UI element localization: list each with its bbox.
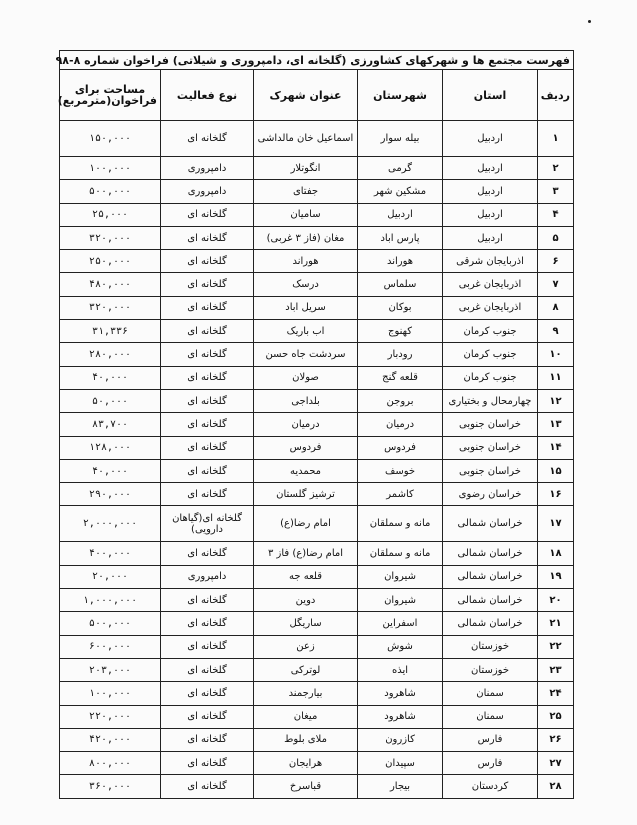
county-cell: اسفراین <box>358 612 443 635</box>
area-cell: ۲۵,۰۰۰ <box>60 203 161 226</box>
activity-cell: گلخانه ای <box>161 483 254 506</box>
table-row <box>60 612 574 635</box>
town-cell: زعن <box>254 635 358 658</box>
activity-cell: دامپروری <box>161 157 254 180</box>
town-cell: لوترکی <box>254 658 358 681</box>
row-number: ۱۵ <box>538 459 574 482</box>
province-cell: فارس <box>443 728 538 751</box>
header-province: استان <box>443 70 538 121</box>
activity-cell: گلخانه ای <box>161 343 254 366</box>
province-cell: سمنان <box>443 705 538 728</box>
province-cell: خراسان شمالی <box>443 506 538 542</box>
county-cell: درمیان <box>358 413 443 436</box>
county-cell: شیروان <box>358 565 443 588</box>
area-cell: ۲۰,۰۰۰ <box>60 565 161 588</box>
table-row <box>60 589 574 612</box>
town-cell: قباسرخ <box>254 775 358 798</box>
county-cell: رودبار <box>358 343 443 366</box>
table-row <box>60 320 574 343</box>
activity-cell: گلخانه ای <box>161 589 254 612</box>
town-cell: صولان <box>254 366 358 389</box>
area-cell: ۶۰۰,۰۰۰ <box>60 635 161 658</box>
province-cell: خراسان شمالی <box>443 612 538 635</box>
activity-cell: گلخانه ای <box>161 273 254 296</box>
table-row <box>60 157 574 180</box>
county-cell: کاشمر <box>358 483 443 506</box>
area-cell: ۵۰۰,۰۰۰ <box>60 180 161 203</box>
province-cell: خوزستان <box>443 635 538 658</box>
area-cell: ۴۲۰,۰۰۰ <box>60 728 161 751</box>
county-cell: کهنوج <box>358 320 443 343</box>
activity-cell: گلخانه ای <box>161 635 254 658</box>
town-cell: سردشت جاه حسن <box>254 343 358 366</box>
province-cell: خراسان جنوبی <box>443 436 538 459</box>
area-cell: ۳۲۰,۰۰۰ <box>60 226 161 249</box>
province-cell: اردبیل <box>443 203 538 226</box>
row-number: ۲۵ <box>538 705 574 728</box>
province-cell: خراسان شمالی <box>443 589 538 612</box>
province-cell: کردستان <box>443 775 538 798</box>
table-row <box>60 121 574 157</box>
province-cell: خراسان شمالی <box>443 542 538 565</box>
province-cell: خراسان جنوبی <box>443 459 538 482</box>
activity-cell: گلخانه ای <box>161 459 254 482</box>
province-cell: اردبیل <box>443 121 538 157</box>
row-number: ۱۷ <box>538 506 574 542</box>
area-cell: ۴۰,۰۰۰ <box>60 459 161 482</box>
table-row <box>60 682 574 705</box>
area-cell: ۱۲۸,۰۰۰ <box>60 436 161 459</box>
town-cell: ملای بلوط <box>254 728 358 751</box>
province-cell: اردبیل <box>443 180 538 203</box>
row-number: ۱۴ <box>538 436 574 459</box>
table-row <box>60 752 574 775</box>
county-cell: مشکین شهر <box>358 180 443 203</box>
row-number: ۲ <box>538 157 574 180</box>
county-cell: قلعه گنج <box>358 366 443 389</box>
table-row <box>60 459 574 482</box>
town-cell: قلعه جه <box>254 565 358 588</box>
area-cell: ۲۲۰,۰۰۰ <box>60 705 161 728</box>
activity-cell: گلخانه ای <box>161 296 254 319</box>
area-cell: ۸۳,۷۰۰ <box>60 413 161 436</box>
row-number: ۱۸ <box>538 542 574 565</box>
area-cell: ۴۰,۰۰۰ <box>60 366 161 389</box>
table-body <box>60 121 574 799</box>
header-town: عنوان شهرک <box>254 70 358 121</box>
row-number: ۲۱ <box>538 612 574 635</box>
town-cell: بیارجمند <box>254 682 358 705</box>
row-number: ۸ <box>538 296 574 319</box>
table-row <box>60 483 574 506</box>
table-row <box>60 542 574 565</box>
town-cell: سامیان <box>254 203 358 226</box>
county-cell: بیجار <box>358 775 443 798</box>
row-number: ۶ <box>538 250 574 273</box>
province-cell: خراسان جنوبی <box>443 413 538 436</box>
table-title: فهرست مجتمع ها و شهرکهای کشاورزی (گلخانه ای، دامپروری و شیلاتی) فراخوان شماره ۸-۹۸ <box>60 51 574 70</box>
table-row <box>60 343 574 366</box>
area-cell: ۲۹۰,۰۰۰ <box>60 483 161 506</box>
county-cell: مانه و سملقان <box>358 542 443 565</box>
town-cell: درمیان <box>254 413 358 436</box>
activity-cell: گلخانه ای <box>161 389 254 412</box>
area-cell: ۳۶۰,۰۰۰ <box>60 775 161 798</box>
county-cell: بروجن <box>358 389 443 412</box>
town-cell: فردوس <box>254 436 358 459</box>
table-row <box>60 506 574 542</box>
activity-cell: گلخانه ای <box>161 682 254 705</box>
header-area: مساحت برای فراخوان(مترمربع) <box>60 70 161 121</box>
row-number: ۱۳ <box>538 413 574 436</box>
row-number: ۱۰ <box>538 343 574 366</box>
row-number: ۱۱ <box>538 366 574 389</box>
town-cell: هوراند <box>254 250 358 273</box>
activity-cell: گلخانه ای <box>161 203 254 226</box>
table-row <box>60 180 574 203</box>
row-number: ۲۶ <box>538 728 574 751</box>
town-cell: دوین <box>254 589 358 612</box>
town-cell: مغان (فاز ۳ غربی) <box>254 226 358 249</box>
table-row <box>60 635 574 658</box>
activity-cell: گلخانه ای <box>161 775 254 798</box>
row-number: ۲۴ <box>538 682 574 705</box>
county-cell: بوکان <box>358 296 443 319</box>
area-cell: ۵۰۰,۰۰۰ <box>60 612 161 635</box>
town-cell: ساریگل <box>254 612 358 635</box>
table-row <box>60 728 574 751</box>
row-number: ۷ <box>538 273 574 296</box>
town-cell: اب باریک <box>254 320 358 343</box>
activity-cell: گلخانه ای <box>161 705 254 728</box>
table-row <box>60 436 574 459</box>
town-cell: محمدیه <box>254 459 358 482</box>
table-row <box>60 705 574 728</box>
county-cell: پارس اباد <box>358 226 443 249</box>
county-cell: مانه و سملقان <box>358 506 443 542</box>
town-cell: جفتای <box>254 180 358 203</box>
activity-cell: گلخانه ای(گیاهان دارویی) <box>161 506 254 542</box>
county-cell: شوش <box>358 635 443 658</box>
table-row <box>60 203 574 226</box>
province-cell: چهارمحال و بختیاری <box>443 389 538 412</box>
activity-cell: گلخانه ای <box>161 542 254 565</box>
county-cell: کازرون <box>358 728 443 751</box>
province-cell: جنوب کرمان <box>443 343 538 366</box>
area-cell: ۳۲۰,۰۰۰ <box>60 296 161 319</box>
area-cell: ۱۰۰,۰۰۰ <box>60 682 161 705</box>
county-cell: سپیدان <box>358 752 443 775</box>
province-cell: خوزستان <box>443 658 538 681</box>
activity-cell: گلخانه ای <box>161 436 254 459</box>
header-row-number: ردیف <box>538 70 574 121</box>
row-number: ۲۰ <box>538 589 574 612</box>
province-cell: خراسان شمالی <box>443 565 538 588</box>
row-number: ۱۹ <box>538 565 574 588</box>
county-cell: ایذه <box>358 658 443 681</box>
town-cell: هرایجان <box>254 752 358 775</box>
county-cell: شاهرود <box>358 682 443 705</box>
scan-dot <box>588 20 591 23</box>
row-number: ۳ <box>538 180 574 203</box>
row-number: ۴ <box>538 203 574 226</box>
row-number: ۲۷ <box>538 752 574 775</box>
activity-cell: گلخانه ای <box>161 658 254 681</box>
town-cell: درسک <box>254 273 358 296</box>
area-cell: ۸۰۰,۰۰۰ <box>60 752 161 775</box>
area-cell: ۱,۰۰۰,۰۰۰ <box>60 589 161 612</box>
activity-cell: گلخانه ای <box>161 752 254 775</box>
town-cell: بلداجی <box>254 389 358 412</box>
towns-table <box>55 50 574 799</box>
province-cell: جنوب کرمان <box>443 366 538 389</box>
town-cell: میغان <box>254 705 358 728</box>
table-row <box>60 658 574 681</box>
province-cell: اذربایجان غربی <box>443 273 538 296</box>
row-number: ۱۲ <box>538 389 574 412</box>
area-cell: ۴۰۰,۰۰۰ <box>60 542 161 565</box>
table-row <box>60 226 574 249</box>
activity-cell: گلخانه ای <box>161 366 254 389</box>
town-cell: امام رضا(ع) <box>254 506 358 542</box>
table-row <box>60 296 574 319</box>
county-cell: سلماس <box>358 273 443 296</box>
row-number: ۱ <box>538 121 574 157</box>
area-cell: ۲۸۰,۰۰۰ <box>60 343 161 366</box>
county-cell: خوسف <box>358 459 443 482</box>
row-number: ۵ <box>538 226 574 249</box>
town-cell: ترشیز گلستان <box>254 483 358 506</box>
header-activity: نوع فعالیت <box>161 70 254 121</box>
area-cell: ۲۰۳,۰۰۰ <box>60 658 161 681</box>
activity-cell: گلخانه ای <box>161 413 254 436</box>
county-cell: اردبیل <box>358 203 443 226</box>
area-cell: ۲,۰۰۰,۰۰۰ <box>60 506 161 542</box>
table-row <box>60 250 574 273</box>
province-cell: اردبیل <box>443 157 538 180</box>
province-cell: جنوب کرمان <box>443 320 538 343</box>
row-number: ۲۲ <box>538 635 574 658</box>
town-cell: اسماعیل خان مالداشی <box>254 121 358 157</box>
area-cell: ۳۱,۳۳۶ <box>60 320 161 343</box>
province-cell: فارس <box>443 752 538 775</box>
county-cell: بیله سوار <box>358 121 443 157</box>
activity-cell: دامپروری <box>161 565 254 588</box>
area-cell: ۱۰۰,۰۰۰ <box>60 157 161 180</box>
activity-cell: گلخانه ای <box>161 612 254 635</box>
table-row <box>60 366 574 389</box>
county-cell: فردوس <box>358 436 443 459</box>
table-row <box>60 273 574 296</box>
town-cell: سریل اباد <box>254 296 358 319</box>
province-cell: اذربایجان شرقی <box>443 250 538 273</box>
province-cell: خراسان رضوی <box>443 483 538 506</box>
area-cell: ۴۸۰,۰۰۰ <box>60 273 161 296</box>
row-number: ۲۳ <box>538 658 574 681</box>
activity-cell: گلخانه ای <box>161 320 254 343</box>
row-number: ۱۶ <box>538 483 574 506</box>
table-row <box>60 775 574 798</box>
row-number: ۹ <box>538 320 574 343</box>
table-row <box>60 389 574 412</box>
county-cell: شاهرود <box>358 705 443 728</box>
activity-cell: گلخانه ای <box>161 250 254 273</box>
town-cell: امام رضا(ع) فاز ۳ <box>254 542 358 565</box>
activity-cell: دامپروری <box>161 180 254 203</box>
row-number: ۲۸ <box>538 775 574 798</box>
area-cell: ۱۵۰,۰۰۰ <box>60 121 161 157</box>
header-county: شهرستان <box>358 70 443 121</box>
county-cell: هوراند <box>358 250 443 273</box>
activity-cell: گلخانه ای <box>161 728 254 751</box>
town-cell: انگوتلار <box>254 157 358 180</box>
activity-cell: گلخانه ای <box>161 121 254 157</box>
county-cell: شیروان <box>358 589 443 612</box>
activity-cell: گلخانه ای <box>161 226 254 249</box>
table-row <box>60 565 574 588</box>
county-cell: گرمی <box>358 157 443 180</box>
area-cell: ۲۵۰,۰۰۰ <box>60 250 161 273</box>
province-cell: اذربایجان غربی <box>443 296 538 319</box>
province-cell: اردبیل <box>443 226 538 249</box>
table-row <box>60 413 574 436</box>
province-cell: سمنان <box>443 682 538 705</box>
area-cell: ۵۰,۰۰۰ <box>60 389 161 412</box>
